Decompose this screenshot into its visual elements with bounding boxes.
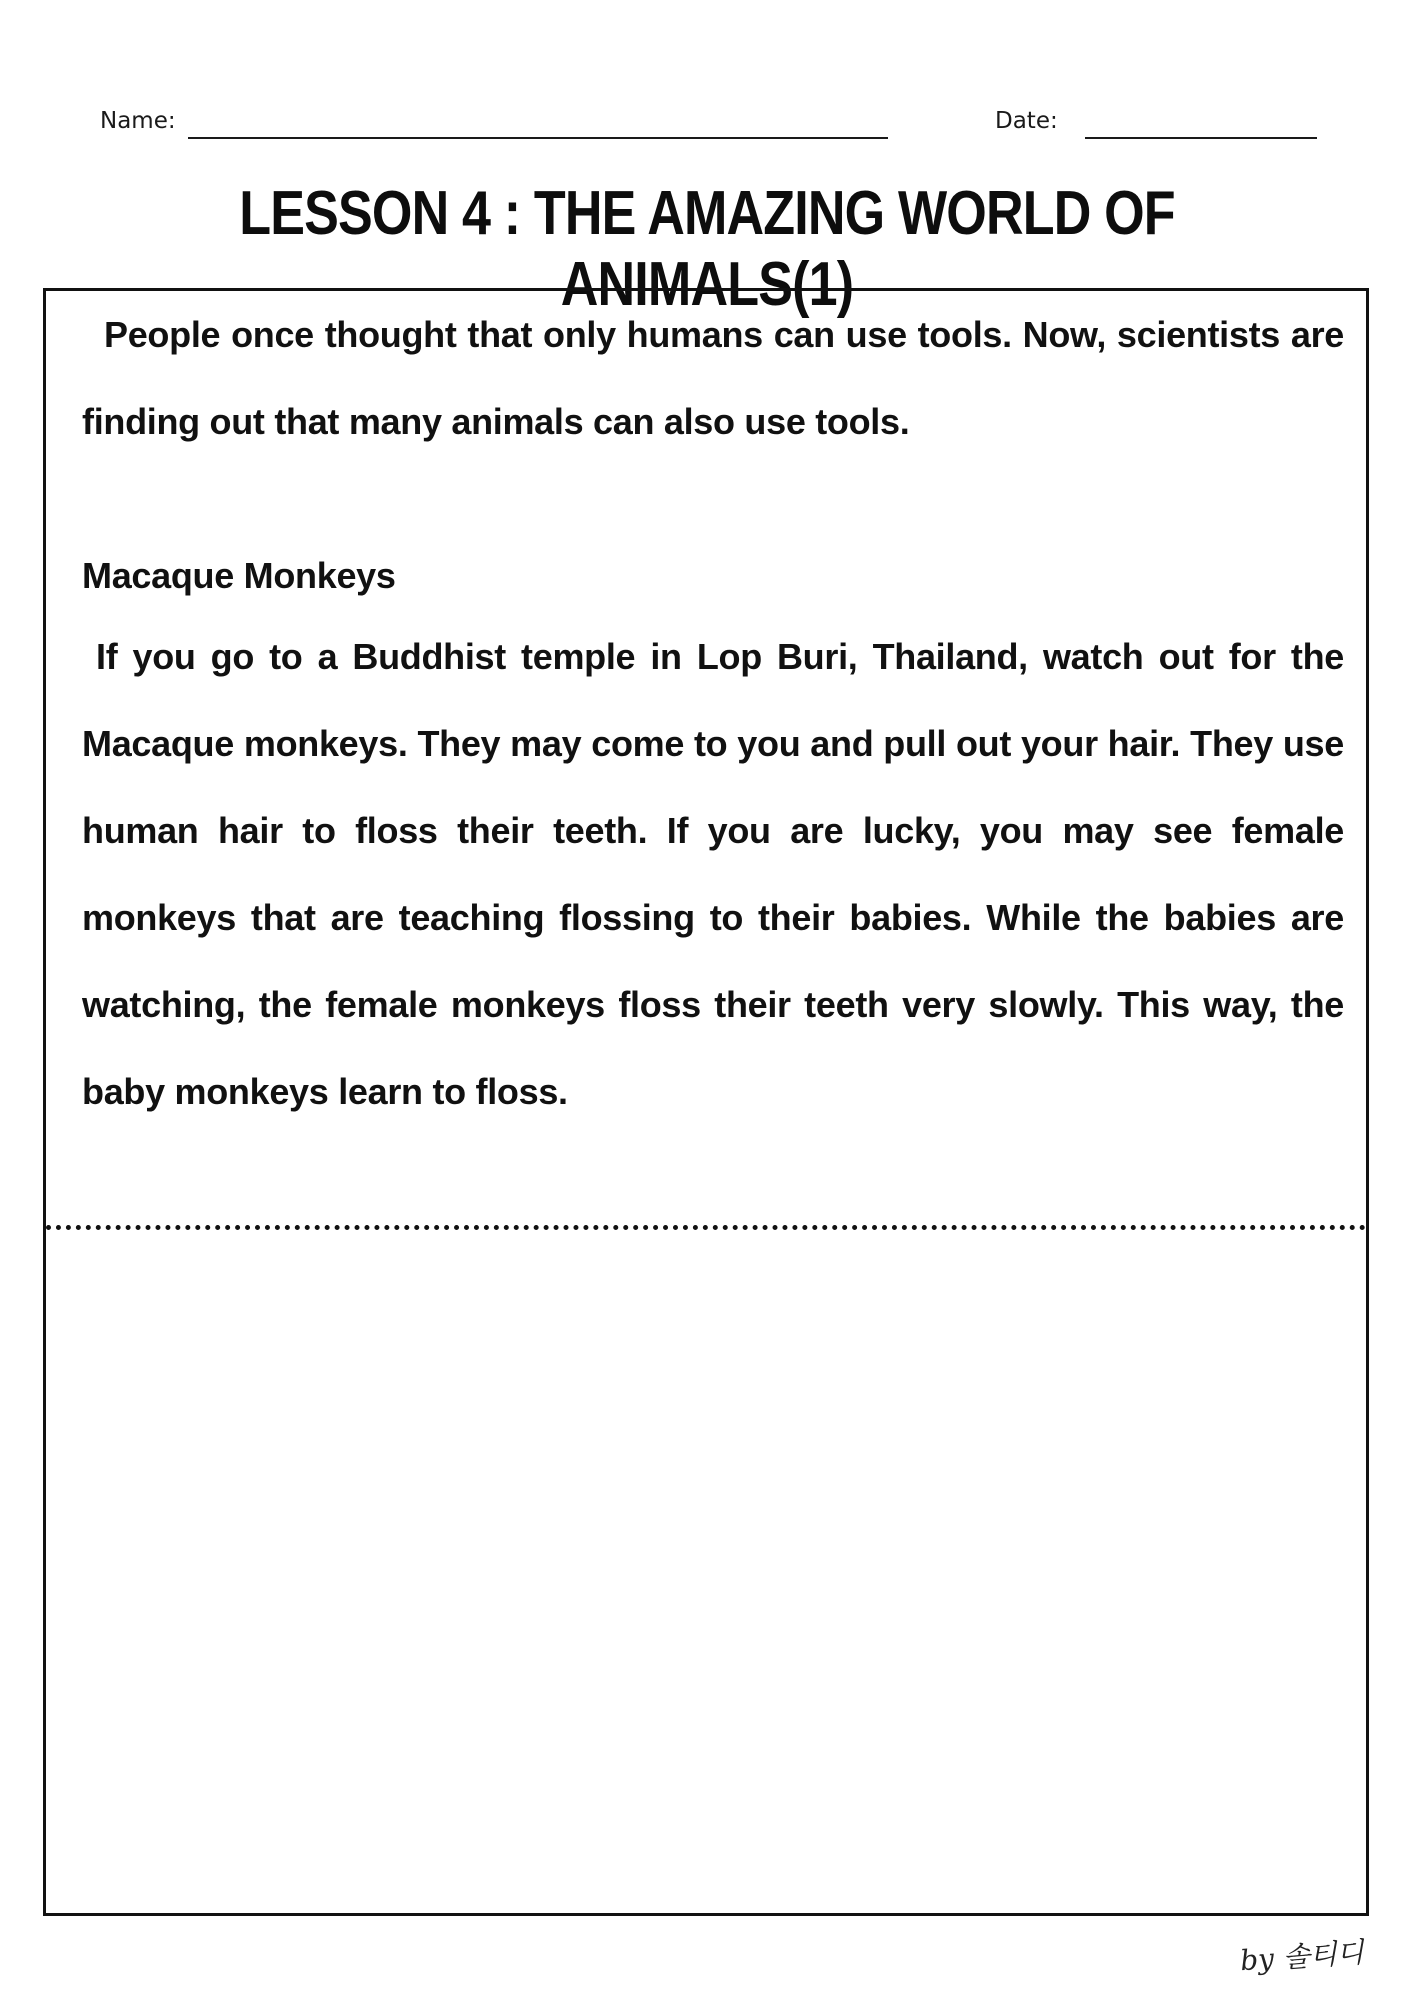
name-label: Name: — [100, 108, 176, 134]
body-paragraph: If you go to a Buddhist temple in Lop Buri, Thailand, watch out for the Macaque monkeys. They may come to you and pull out your hair. They use human hair to floss their teeth. If you are lucky, you may see female monkeys that are teaching flossing to their babies. While the babies are watching, the female monkeys floss their teeth very slowly. This way, the baby monkeys learn to floss. — [82, 636, 1344, 1112]
date-field[interactable] — [1085, 137, 1317, 139]
name-field[interactable] — [188, 137, 888, 139]
date-label: Date: — [995, 108, 1058, 134]
answer-area[interactable] — [46, 1233, 1366, 1913]
section-heading: Macaque Monkeys — [82, 555, 396, 596]
header-row — [100, 104, 1320, 144]
author-signature: by 솔티디 — [1239, 1935, 1365, 1978]
dotted-divider — [46, 1225, 1366, 1230]
intro-paragraph: People once thought that only humans can use tools. Now, scientists are finding out that many animals can also use tools. — [82, 314, 1344, 442]
reading-passage — [46, 291, 1366, 1229]
worksheet-box — [43, 288, 1369, 1916]
page-title: LESSON 4 : THE AMAZING WORLD OF ANIMALS(1) — [239, 179, 1175, 319]
